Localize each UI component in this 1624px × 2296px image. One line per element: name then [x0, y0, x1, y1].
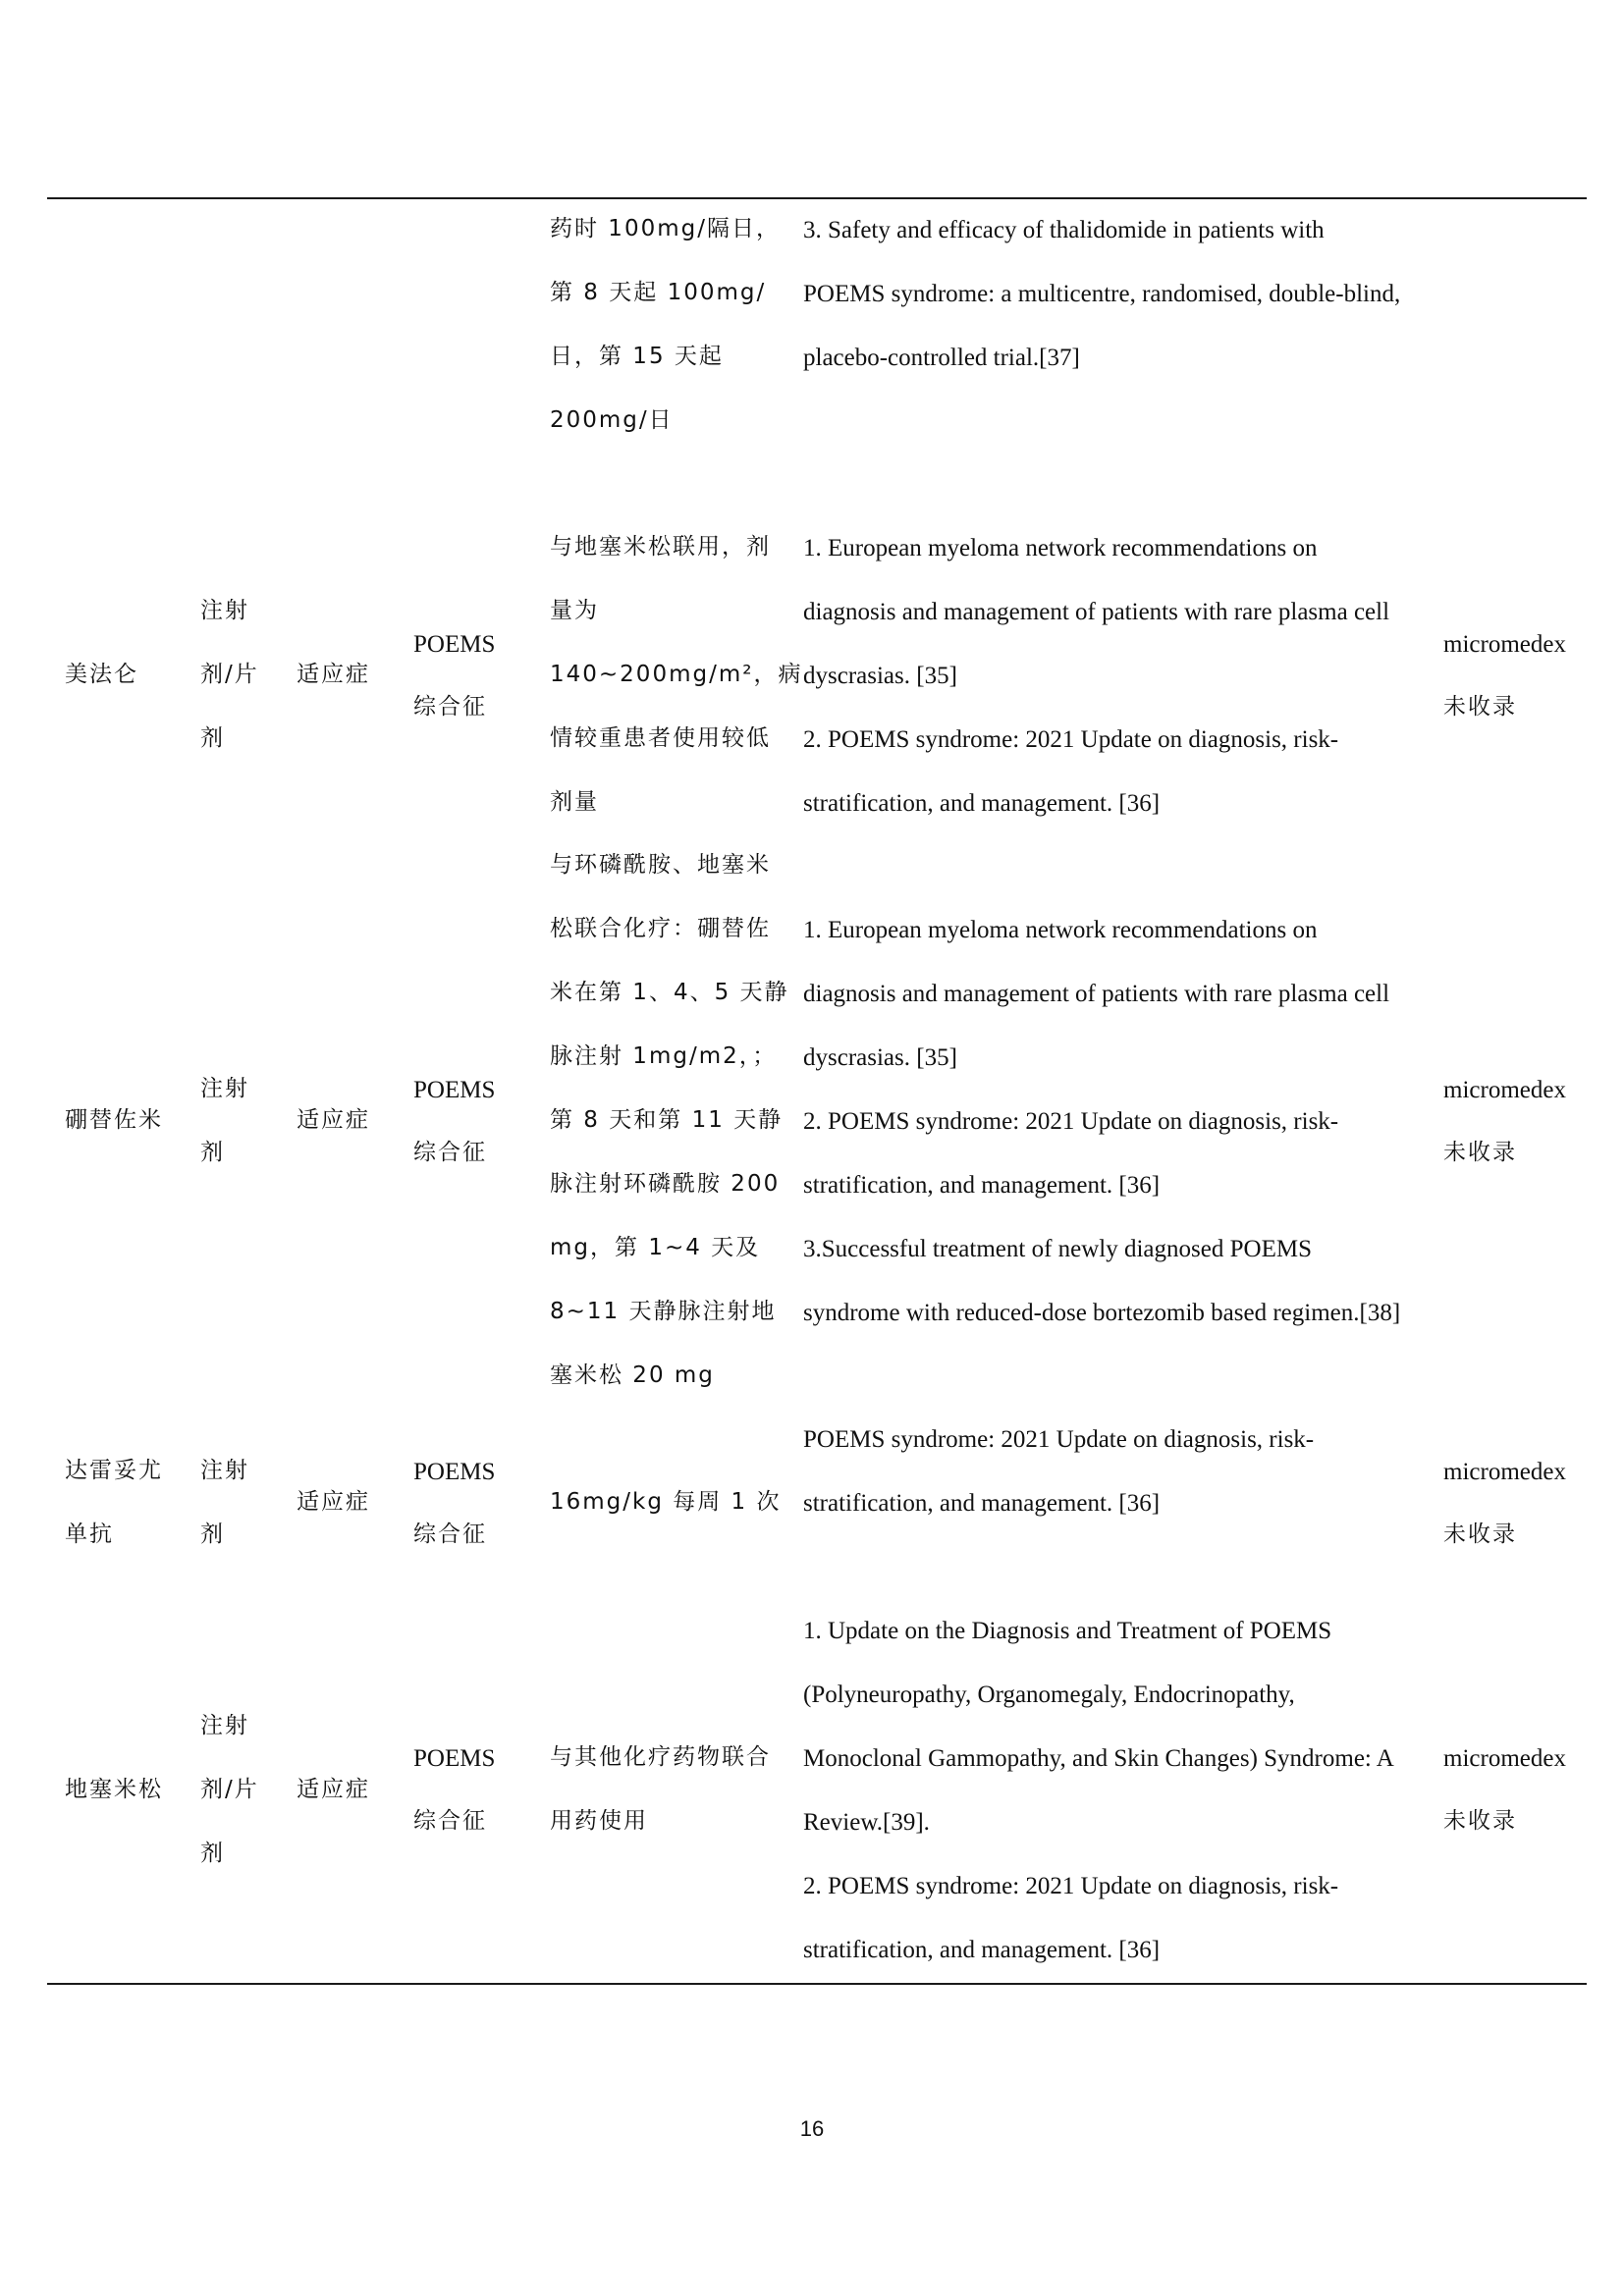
- indication-cell-line: 综合征: [413, 1140, 487, 1165]
- usage-line: 药时 100mg/隔日，: [550, 216, 781, 241]
- source-cell-line: micromedex: [1443, 1077, 1566, 1103]
- reference-line: placebo-controlled trial.[37]: [803, 345, 1080, 371]
- source-cell-line: 未收录: [1443, 1522, 1517, 1547]
- label-status-cell-line: 适应症: [297, 1777, 370, 1802]
- drug-cell-line: 单抗: [65, 1522, 114, 1547]
- form-cell-line: 注射: [200, 598, 249, 623]
- references-cell-line: dyscrasias. [35]: [803, 1044, 957, 1071]
- form-cell-line: 剂: [200, 1140, 225, 1165]
- usage-cell-line: 与环磷酰胺、地塞米: [550, 852, 771, 878]
- form-cell-line: 剂/片: [200, 1777, 259, 1802]
- usage-cell-line: 松联合化疗：硼替佐: [550, 916, 771, 941]
- drug-cell-line: 地塞米松: [65, 1777, 163, 1802]
- references-cell-line: diagnosis and management of patients with rare plasma cell: [803, 981, 1390, 1007]
- reference-line: POEMS syndrome: a multicentre, randomised, double-blind,: [803, 281, 1401, 307]
- usage-cell-line: 脉注射环磷酰胺 200: [550, 1171, 781, 1197]
- usage-cell-line: 16mg/kg 每周 1 次: [550, 1489, 782, 1515]
- references-cell-line: syndrome with reduced-dose bortezomib based regimen.[38]: [803, 1300, 1401, 1326]
- references-cell-line: 1. Update on the Diagnosis and Treatment of POEMS: [803, 1618, 1332, 1644]
- source-cell-line: 未收录: [1443, 1808, 1517, 1834]
- source-cell-line: 未收录: [1443, 1140, 1517, 1165]
- form-cell-line: 剂: [200, 1522, 225, 1547]
- references-cell-line: Review.[39].: [803, 1809, 930, 1836]
- references-cell-line: stratification, and management. [36]: [803, 1937, 1161, 1963]
- page-number: 16: [799, 2116, 825, 2141]
- usage-cell-line: 与地塞米松联用，剂: [550, 534, 771, 560]
- usage-cell-line: 剂量: [550, 789, 599, 815]
- usage-cell-line: 140~200mg/m²，病: [550, 662, 803, 687]
- source-cell-line: micromedex: [1443, 631, 1566, 658]
- source-cell-line: 未收录: [1443, 694, 1517, 720]
- usage-cell-line: 与其他化疗药物联合: [550, 1744, 771, 1770]
- usage-line: 第 8 天起 100mg/: [550, 280, 767, 305]
- usage-line: 200mg/日: [550, 407, 674, 433]
- references-cell-line: stratification, and management. [36]: [803, 1172, 1161, 1199]
- references-cell-line: 1. European myeloma network recommendations on: [803, 917, 1318, 943]
- source-cell-line: micromedex: [1443, 1459, 1566, 1485]
- label-status-cell-line: 适应症: [297, 662, 370, 687]
- references-cell-line: diagnosis and management of patients with rare plasma cell: [803, 599, 1390, 625]
- label-status-cell-line: 适应症: [297, 1107, 370, 1133]
- form-cell-line: 注射: [200, 1458, 249, 1483]
- usage-cell-line: 量为: [550, 598, 599, 623]
- table-top-rule: [47, 197, 1587, 199]
- usage-cell-line: 米在第 1、4、5 天静: [550, 980, 789, 1005]
- source-cell-line: micromedex: [1443, 1745, 1566, 1772]
- references-cell-line: 1. European myeloma network recommendations on: [803, 535, 1318, 561]
- indication-cell-line: 综合征: [413, 1522, 487, 1547]
- usage-cell-line: 脉注射 1mg/m2，；: [550, 1043, 778, 1069]
- table-bottom-rule: [47, 1983, 1587, 1985]
- usage-cell-line: 第 8 天和第 11 天静: [550, 1107, 784, 1133]
- usage-cell-line: 塞米松 20 mg: [550, 1362, 715, 1388]
- form-cell-line: 注射: [200, 1076, 249, 1101]
- references-cell-line: (Polyneuropathy, Organomegaly, Endocrinopathy,: [803, 1682, 1295, 1708]
- drug-cell-line: 硼替佐米: [65, 1107, 163, 1133]
- form-cell-line: 剂: [200, 1841, 225, 1866]
- indication-cell-line: POEMS: [413, 631, 496, 658]
- references-cell-line: 3.Successful treatment of newly diagnosed POEMS: [803, 1236, 1312, 1262]
- references-cell-line: stratification, and management. [36]: [803, 790, 1161, 817]
- usage-cell-line: 情较重患者使用较低: [550, 725, 771, 751]
- indication-cell-line: 综合征: [413, 1808, 487, 1834]
- usage-cell-line: mg，第 1~4 天及: [550, 1235, 761, 1260]
- usage-cell-line: 8~11 天静脉注射地: [550, 1299, 777, 1324]
- indication-cell-line: POEMS: [413, 1459, 496, 1485]
- form-cell-line: 剂/片: [200, 662, 259, 687]
- label-status-cell-line: 适应症: [297, 1489, 370, 1515]
- form-cell-line: 注射: [200, 1713, 249, 1738]
- reference-line: 3. Safety and efficacy of thalidomide in patients with: [803, 217, 1325, 243]
- references-cell-line: 2. POEMS syndrome: 2021 Update on diagnosis, risk-: [803, 1108, 1339, 1135]
- references-cell-line: POEMS syndrome: 2021 Update on diagnosis, risk-: [803, 1426, 1315, 1453]
- form-cell-line: 剂: [200, 725, 225, 751]
- references-cell-line: stratification, and management. [36]: [803, 1490, 1161, 1517]
- references-cell-line: 2. POEMS syndrome: 2021 Update on diagnosis, risk-: [803, 1873, 1339, 1899]
- references-cell-line: dyscrasias. [35]: [803, 663, 957, 689]
- references-cell-line: 2. POEMS syndrome: 2021 Update on diagnosis, risk-: [803, 726, 1339, 753]
- references-cell-line: Monoclonal Gammopathy, and Skin Changes) Syndrome: A: [803, 1745, 1394, 1772]
- indication-cell-line: 综合征: [413, 694, 487, 720]
- usage-cell-line: 用药使用: [550, 1808, 648, 1834]
- indication-cell-line: POEMS: [413, 1077, 496, 1103]
- indication-cell-line: POEMS: [413, 1745, 496, 1772]
- drug-cell-line: 美法仑: [65, 662, 138, 687]
- usage-line: 日，第 15 天起: [550, 344, 724, 369]
- drug-cell-line: 达雷妥尤: [65, 1458, 163, 1483]
